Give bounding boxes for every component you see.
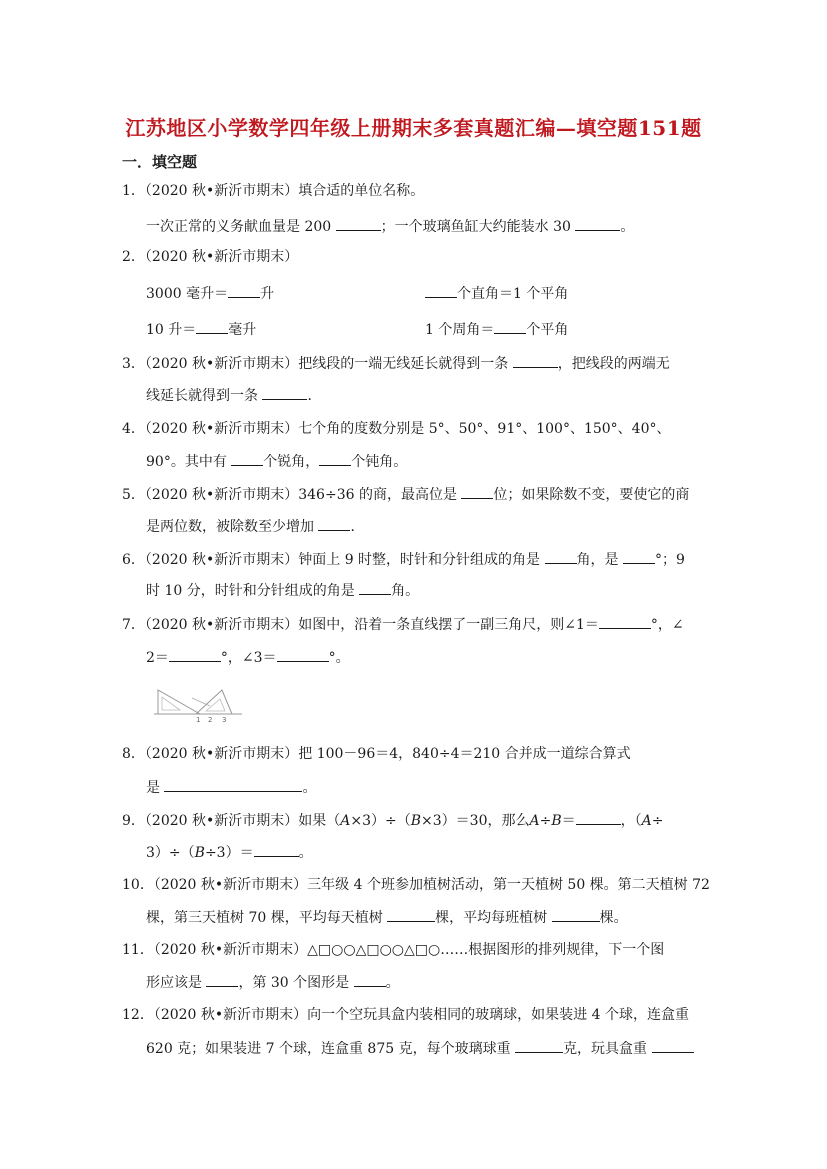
question-12-line-1: 12．（2020 秋•新沂市期末）向一个空玩具盒内装相同的玻璃球，如果装进 4 个球，连盒重 (122, 1007, 689, 1023)
answer-blank[interactable] (277, 647, 329, 662)
question-6-line-1: 6．（2020 秋•新沂市期末）钟面上 9 时整，时针和分针组成的角是 角，是 °；9 (122, 549, 685, 570)
answer-blank[interactable] (494, 319, 526, 334)
question-9-line-1: 9．（2020 秋•新沂市期末）如果（A×3）÷（B×3）＝30，那么A÷B＝ ，（A÷ (122, 810, 664, 831)
answer-blank[interactable] (575, 216, 620, 231)
question-5-line-1: 5．（2020 秋•新沂市期末）346÷36 的商，最高位是 位；如果除数不变，要使它的商 (122, 484, 689, 505)
question-2-stem: 2．（2020 秋•新沂市期末） (122, 249, 299, 265)
angle-label-3: 3 (222, 716, 227, 724)
answer-blank[interactable] (513, 353, 558, 368)
answer-blank[interactable] (354, 972, 386, 987)
question-10-line-1: 10．（2020 秋•新沂市期末）三年级 4 个班参加植树活动，第一天植树 50 棵。第二天植树 72 (122, 877, 710, 893)
question-1-stem: 1．（2020 秋•新沂市期末）填合适的单位名称。 (122, 183, 425, 199)
answer-blank[interactable] (599, 614, 651, 629)
answer-blank[interactable] (623, 549, 655, 564)
answer-blank[interactable] (336, 216, 381, 231)
angle-label-2: 2 (208, 716, 213, 724)
question-5-line-2: 是两位数，被除数至少增加 ． (146, 516, 364, 537)
answer-blank[interactable] (359, 580, 391, 595)
set-square-45-inner (162, 697, 180, 710)
section-heading: 一．填空题 (122, 153, 198, 171)
answer-blank[interactable] (228, 283, 260, 298)
answer-blank[interactable] (318, 516, 350, 531)
question-8-line-2: 是 。 (146, 777, 316, 798)
question-2-item-a: 3000 毫升＝ 升 (146, 283, 274, 304)
answer-blank[interactable] (254, 842, 299, 857)
answer-blank[interactable] (319, 451, 351, 466)
question-1-body: 一次正常的义务献血量是 200 ；一个玻璃鱼缸大约能装水 30 。 (146, 216, 634, 237)
answer-blank[interactable] (196, 319, 228, 334)
question-2-item-c: 10 升＝ 毫升 (146, 319, 256, 340)
answer-blank[interactable] (169, 647, 221, 662)
question-11-line-2: 形应该是 ，第 30 个图形是 。 (146, 972, 400, 993)
question-2-item-d: 1 个周角＝ 个平角 (425, 319, 568, 340)
answer-blank[interactable] (206, 972, 238, 987)
question-11-line-1: 11．（2020 秋•新沂市期末）△□○○△□○○△□○……根据图形的排列规律，下一个图 (122, 942, 665, 958)
answer-blank[interactable] (461, 484, 493, 499)
answer-blank[interactable] (262, 385, 307, 400)
answer-blank[interactable] (387, 907, 435, 922)
document-title: 江苏地区小学数学四年级上册期末多套真题汇编—填空题151题 (125, 116, 702, 140)
question-8-line-1: 8．（2020 秋•新沂市期末）把 100－96＝4，840÷4＝210 合并成一道综合算式 (122, 746, 631, 762)
ruler-edge (192, 698, 210, 706)
question-6-line-2: 时 10 分，时针和分针组成的角是 角。 (146, 580, 419, 601)
answer-blank[interactable] (425, 283, 457, 298)
question-2-item-b: 个直角＝1 个平角 (425, 283, 568, 304)
answer-blank[interactable] (515, 1038, 563, 1053)
answer-blank[interactable] (164, 777, 302, 792)
answer-blank[interactable] (552, 907, 600, 922)
answer-blank[interactable] (652, 1038, 694, 1053)
set-square-figure (152, 684, 244, 724)
question-7-line-2: 2＝ °，∠3＝ °。 (146, 647, 350, 668)
question-3-line-1: 3．（2020 秋•新沂市期末）把线段的一端无线延长就得到一条 ，把线段的两端无 (122, 353, 670, 374)
question-9-line-2: 3）÷（B÷3）＝ 。 (146, 842, 313, 863)
question-4-line-2: 90°。其中有 个锐角， 个钝角。 (146, 451, 407, 472)
question-12-line-2: 620 克；如果装进 7 个球，连盒重 875 克，每个玻璃球重 克，玩具盒重 (146, 1038, 694, 1059)
set-square-30-inner (206, 699, 225, 711)
question-7-line-1: 7．（2020 秋•新沂市期末）如图中，沿着一条直线摆了一副三角尺，则∠1＝ °，∠ (122, 614, 684, 635)
answer-blank[interactable] (231, 451, 263, 466)
question-4-line-1: 4．（2020 秋•新沂市期末）七个角的度数分别是 5°、50°、91°、100°、150°、40°、 (122, 421, 671, 437)
answer-blank[interactable] (545, 549, 577, 564)
answer-blank[interactable] (576, 810, 621, 825)
angle-label-1: 1 (196, 716, 201, 724)
set-square-45 (158, 690, 200, 714)
question-3-line-2: 线延长就得到一条 ． (146, 385, 321, 406)
question-10-line-2: 棵，第三天植树 70 棵，平均每天植树 棵，平均每班植树 棵。 (146, 907, 628, 928)
